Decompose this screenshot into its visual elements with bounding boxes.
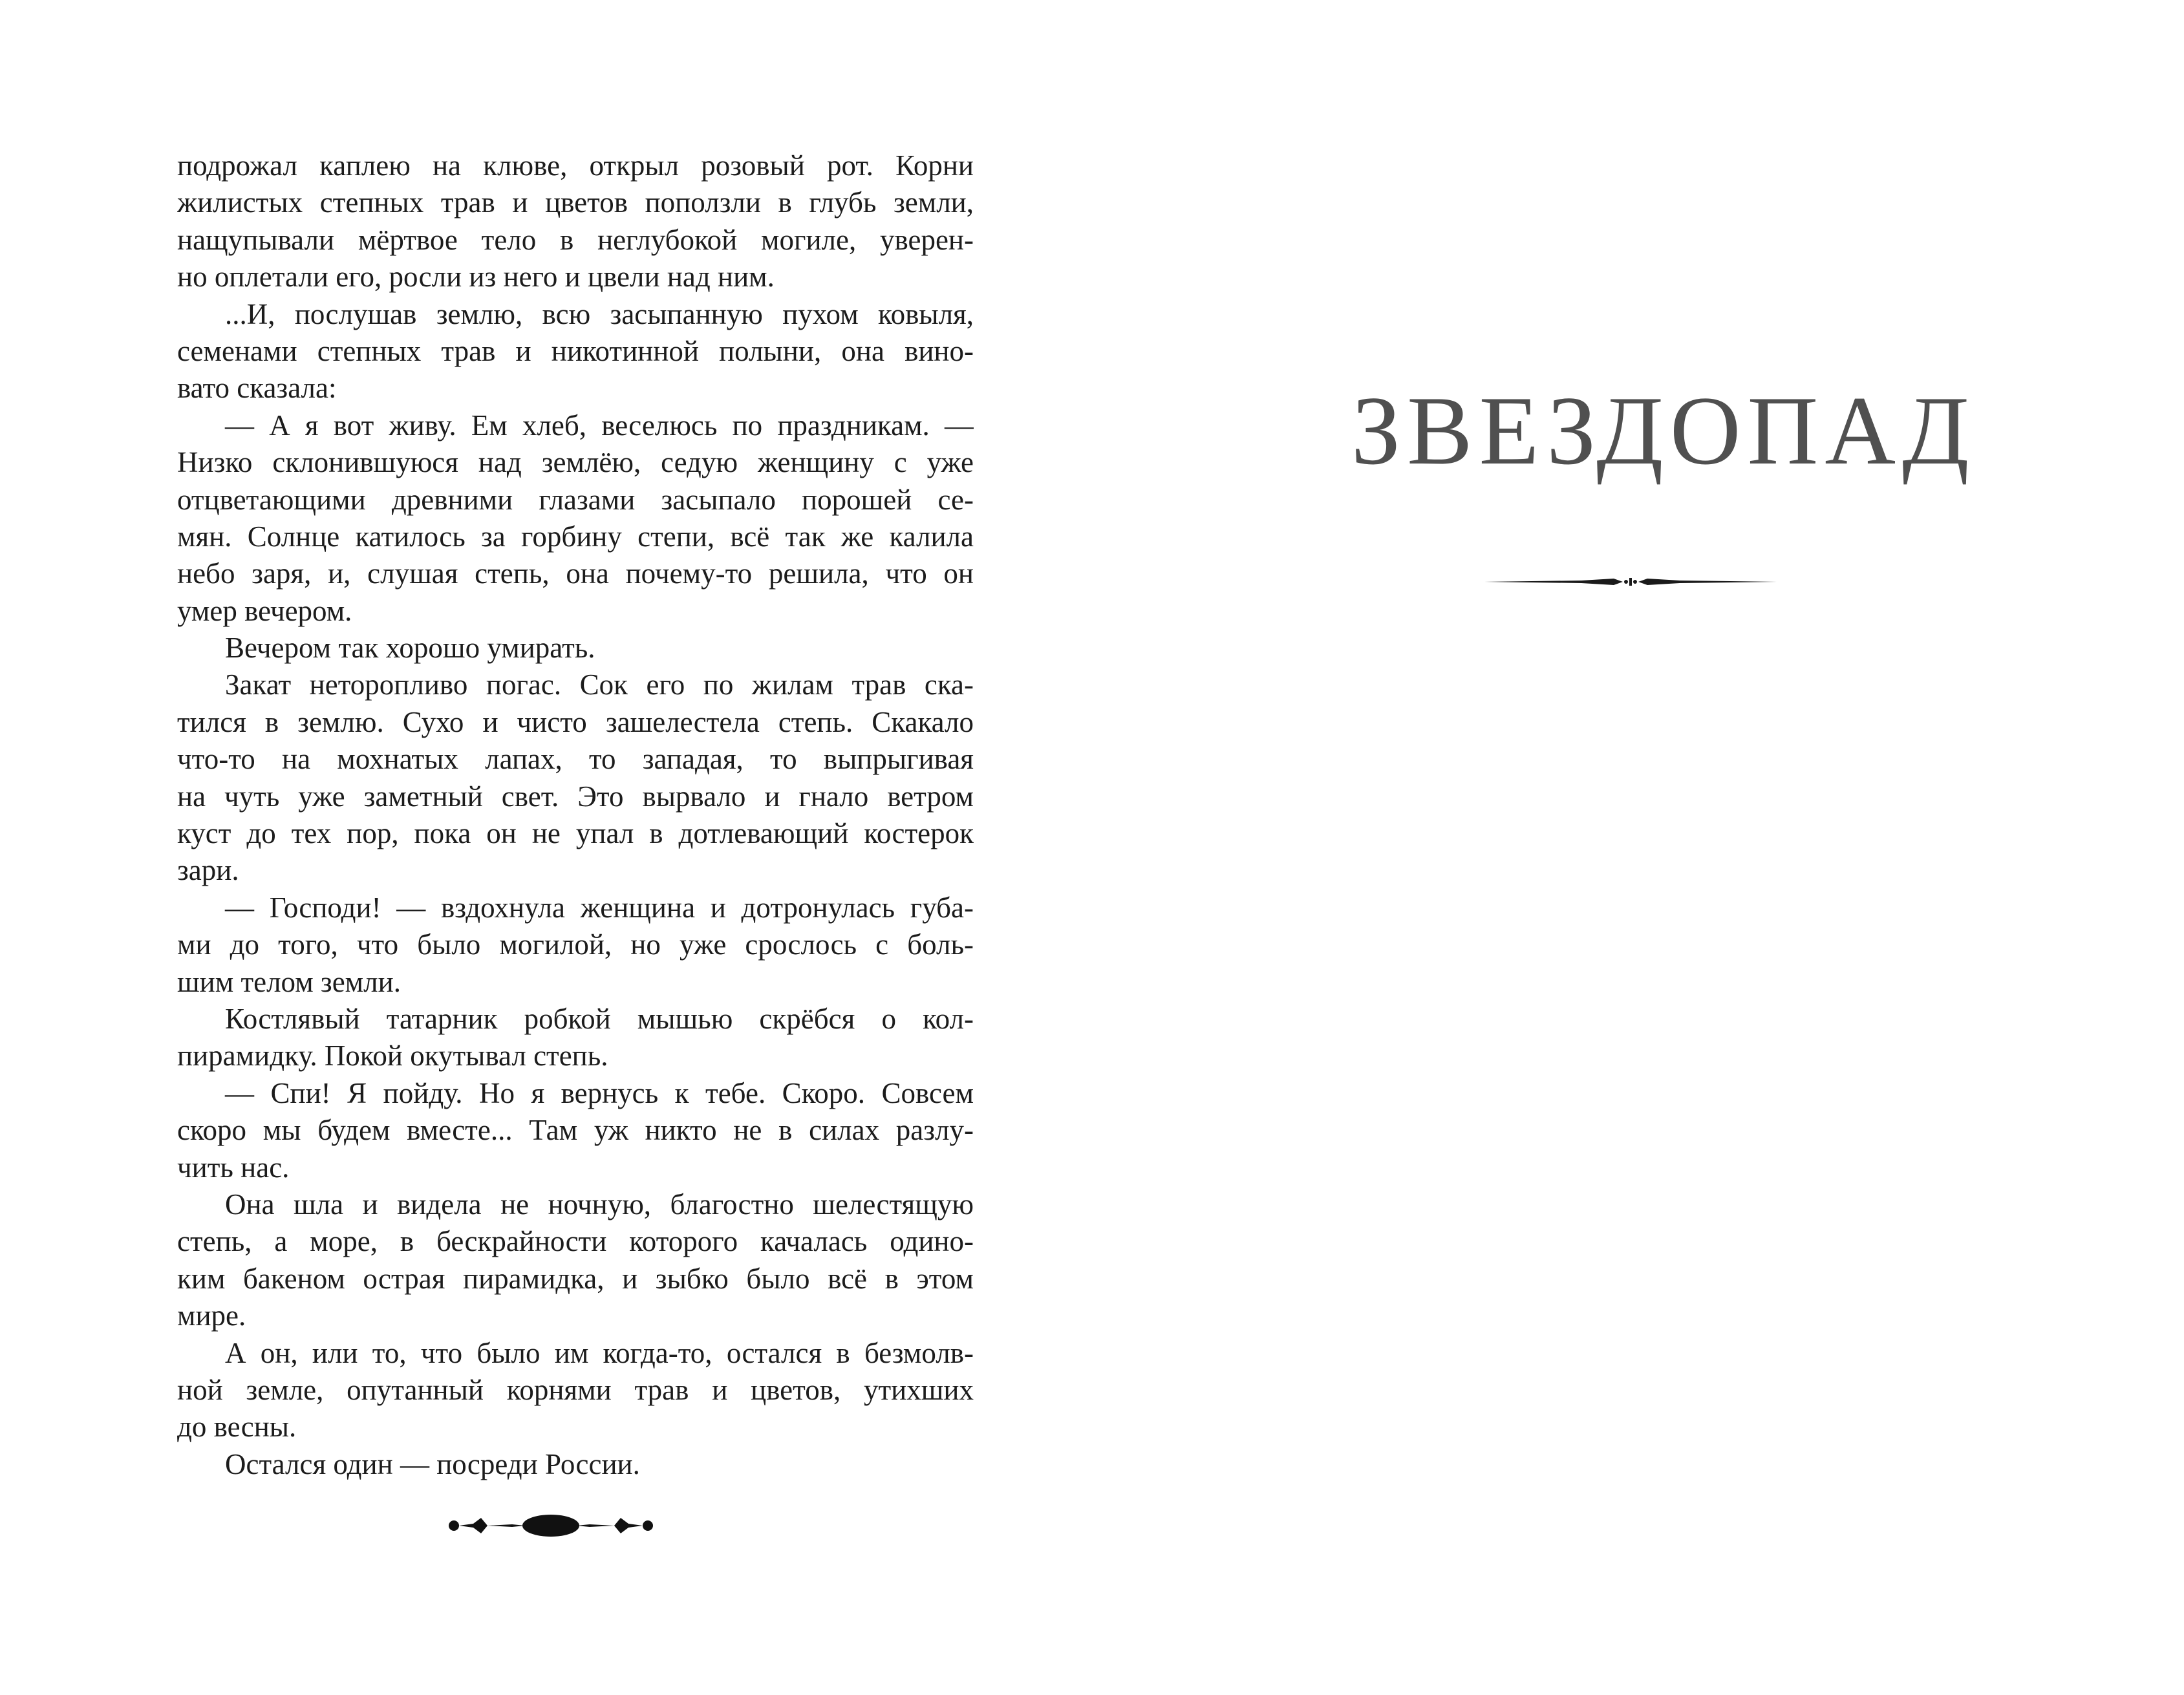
text-line: до весны. <box>177 1411 297 1444</box>
text-line: отцветающими древними глазами засыпало порошей се- <box>177 483 974 516</box>
section-title: ЗВЕЗДОПАД <box>1351 376 1976 485</box>
text-line: но оплетали его, росли из него и цвели над ним. <box>177 261 775 293</box>
text-line: пирамидку. Покой окутывал степь. <box>177 1039 608 1072</box>
text-line: — А я вот живу. Ем хлеб, веселюсь по праздникам. — <box>225 409 974 442</box>
text-line: куст до тех пор, пока он не упал в дотлевающий костерок <box>177 817 974 850</box>
text-line: небо заря, и, слушая степь, она почему-то решила, что он <box>177 557 974 590</box>
title-divider-ornament-icon <box>1484 574 1777 590</box>
text-line: Вечером так хорошо умирать. <box>225 632 595 665</box>
text-line: А он, или то, что было им когда-то, остался в безмолв- <box>225 1336 974 1369</box>
text-line: умер вечером. <box>177 594 352 627</box>
text-line: мире. <box>177 1299 246 1332</box>
text-line: ким бакеном острая пирамидка, и зыбко было всё в этом <box>177 1262 974 1295</box>
text-line: Низко склонившуюся над землёю, седую женщину с уже <box>177 446 974 479</box>
text-line: — Спи! Я пойду. Но я вернусь к тебе. Скоро. Совсем <box>225 1076 974 1109</box>
left-page-text <box>177 147 974 1483</box>
text-line: шим телом земли. <box>177 965 401 998</box>
text-line: вато сказала: <box>177 372 337 405</box>
text-line: подрожал каплею на клюве, открыл розовый рот. Корни <box>177 149 974 182</box>
text-line: Она шла и видела не ночную, благостно шелестящую <box>225 1188 974 1221</box>
text-line: степь, а море, в бескрайности которого качалась одино- <box>177 1225 974 1258</box>
text-line: тился в землю. Сухо и чисто зашелестела степь. Скакало <box>177 705 974 738</box>
text-line: Закат неторопливо погас. Сок его по жилам трав ска- <box>225 668 974 701</box>
text-line: чить нас. <box>177 1151 290 1184</box>
text-line: нащупывали мёртвое тело в неглубокой могиле, уверен- <box>177 223 974 256</box>
text-line: зари. <box>177 854 239 887</box>
text-line: ...И, послушав землю, всю засыпанную пухом ковыля, <box>225 297 974 330</box>
text-line: ми до того, что было могилой, но уже срослось с боль- <box>177 928 974 961</box>
text-line: семенами степных трав и никотинной полыни, она вино- <box>177 334 974 367</box>
text-line: Костлявый татарник робкой мышью скрёбся о кол- <box>225 1002 974 1035</box>
text-line: — Господи! — вздохнула женщина и дотронулась губа- <box>225 891 974 924</box>
text-line: на чуть уже заметный свет. Это вырвало и гнало ветром <box>177 780 974 813</box>
text-line: Остался один — посреди России. <box>225 1447 640 1480</box>
text-line: скоро мы будем вместе... Там уж никто не в силах разлу- <box>177 1114 974 1147</box>
text-line: ной земле, опутанный корнями трав и цветов, утихших <box>177 1373 974 1406</box>
end-ornament-icon <box>447 1510 654 1541</box>
text-line: жилистых степных трав и цветов поползли в глубь земли, <box>177 186 974 219</box>
text-line: мян. Солнце катилось за горбину степи, всё так же калила <box>177 520 974 553</box>
text-line: что-то на мохнатых лапах, то западая, то выпрыгивая <box>177 743 974 776</box>
